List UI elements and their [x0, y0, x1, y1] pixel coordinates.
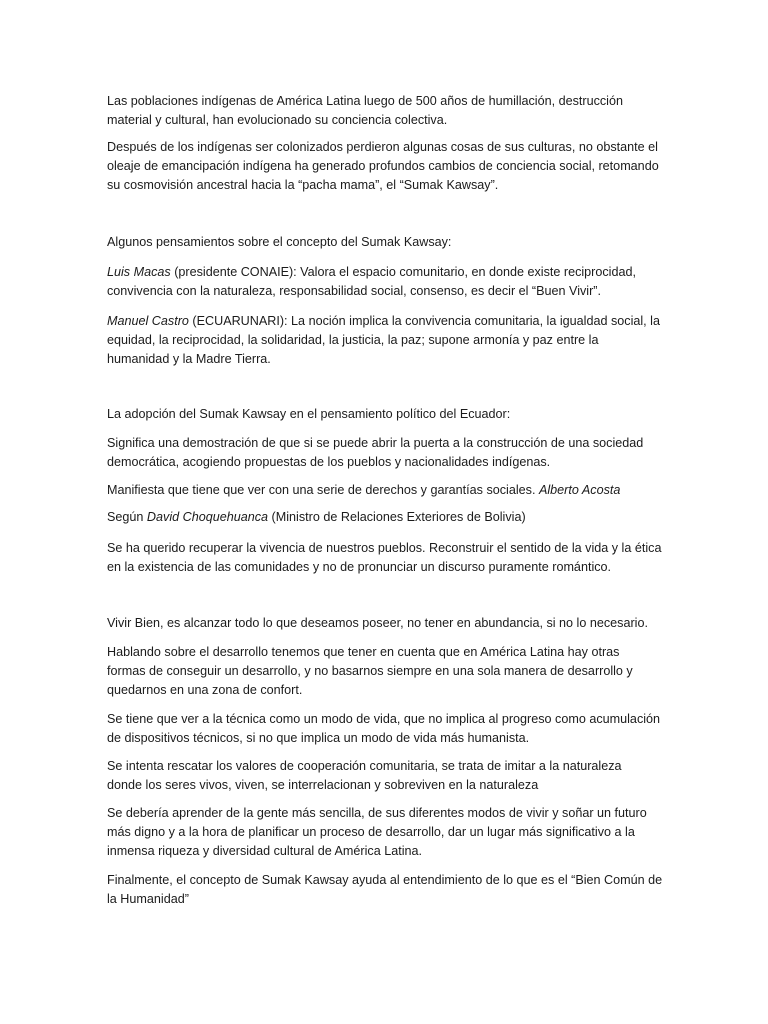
author-name: Alberto Acosta: [538, 483, 621, 497]
paragraph: Se debería aprender de la gente más sencilla, de sus diferentes modos de vivir y soñar un futuro más digno y a la hora de planificar un proceso de desarrollo, dar un lugar más significativo a la inmensa riqueza y diversidad cultural de América Latina.: [107, 806, 647, 858]
section-heading: La adopción del Sumak Kawsay en el pensamiento político del Ecuador:: [107, 407, 511, 421]
paragraph: Hablando sobre el desarrollo tenemos que tener en cuenta que en América Latina hay otras formas de conseguir un desarrollo, y no basarnos siempre en una sola manera de desarrollo y quedarnos en una zona de confort.: [107, 645, 633, 697]
paragraph: Se intenta rescatar los valores de cooperación comunitaria, se trata de imitar a la naturaleza donde los seres vivos, viven, se interrelacionan y sobreviven en la naturaleza: [107, 759, 622, 792]
quote-manuel-castro: Manuel Castro (ECUARUNARI): La noción implica la convivencia comunitaria, la igualdad social, la equidad, la reciprocidad, la solidaridad, la justicia, la paz; supone armonía y paz entre la humanidad y la Madre Tierra.: [107, 314, 660, 366]
author-name: David Choquehuanca: [146, 510, 269, 524]
paragraph: Se ha querido recuperar la vivencia de nuestros pueblos. Reconstruir el sentido de la vida y la ética en la existencia de las comunidades y no de pronunciar un discurso puramente romántico.: [107, 541, 662, 574]
paragraph: Según David Choquehuanca (Ministro de Relaciones Exteriores de Bolivia): [107, 510, 526, 524]
section-heading: Algunos pensamientos sobre el concepto del Sumak Kawsay:: [107, 235, 452, 249]
paragraph: Significa una demostración de que si se puede abrir la puerta a la construcción de una sociedad democrática, acogiendo propuestas de los pueblos y nacionalidades indígenas.: [107, 436, 644, 469]
quote-luis-macas: Luis Macas (presidente CONAIE): Valora el espacio comunitario, en donde existe reciprocidad, convivencia con la naturaleza, responsabilidad social, consenso, es decir el “Buen Vivir”.: [107, 265, 636, 298]
paragraph: Finalmente, el concepto de Sumak Kawsay ayuda al entendimiento de lo que es el “Bien Común de la Humanidad”: [107, 873, 663, 906]
author-name: Manuel Castro: [107, 314, 189, 328]
paragraph: Vivir Bien, es alcanzar todo lo que deseamos poseer, no tener en abundancia, si no lo necesario.: [107, 616, 648, 630]
paragraph: Las poblaciones indígenas de América Latina luego de 500 años de humillación, destrucción material y cultural, han evolucionado su conciencia colectiva.: [107, 94, 623, 127]
author-name: Luis Macas: [107, 265, 171, 279]
paragraph: Manifiesta que tiene que ver con una serie de derechos y garantías sociales. Alberto Acosta: [107, 483, 621, 497]
paragraph: Se tiene que ver a la técnica como un modo de vida, que no implica al progreso como acumulación de dispositivos técnicos, si no que implica un modo de vida más humanista.: [107, 712, 661, 745]
paragraph: Después de los indígenas ser colonizados perdieron algunas cosas de sus culturas, no obstante el oleaje de emancipación indígena ha generado profundos cambios de conciencia social, retomando su cosmovisión ancestral hacia la “pacha mama”, el “Sumak Kawsay”.: [107, 140, 659, 192]
